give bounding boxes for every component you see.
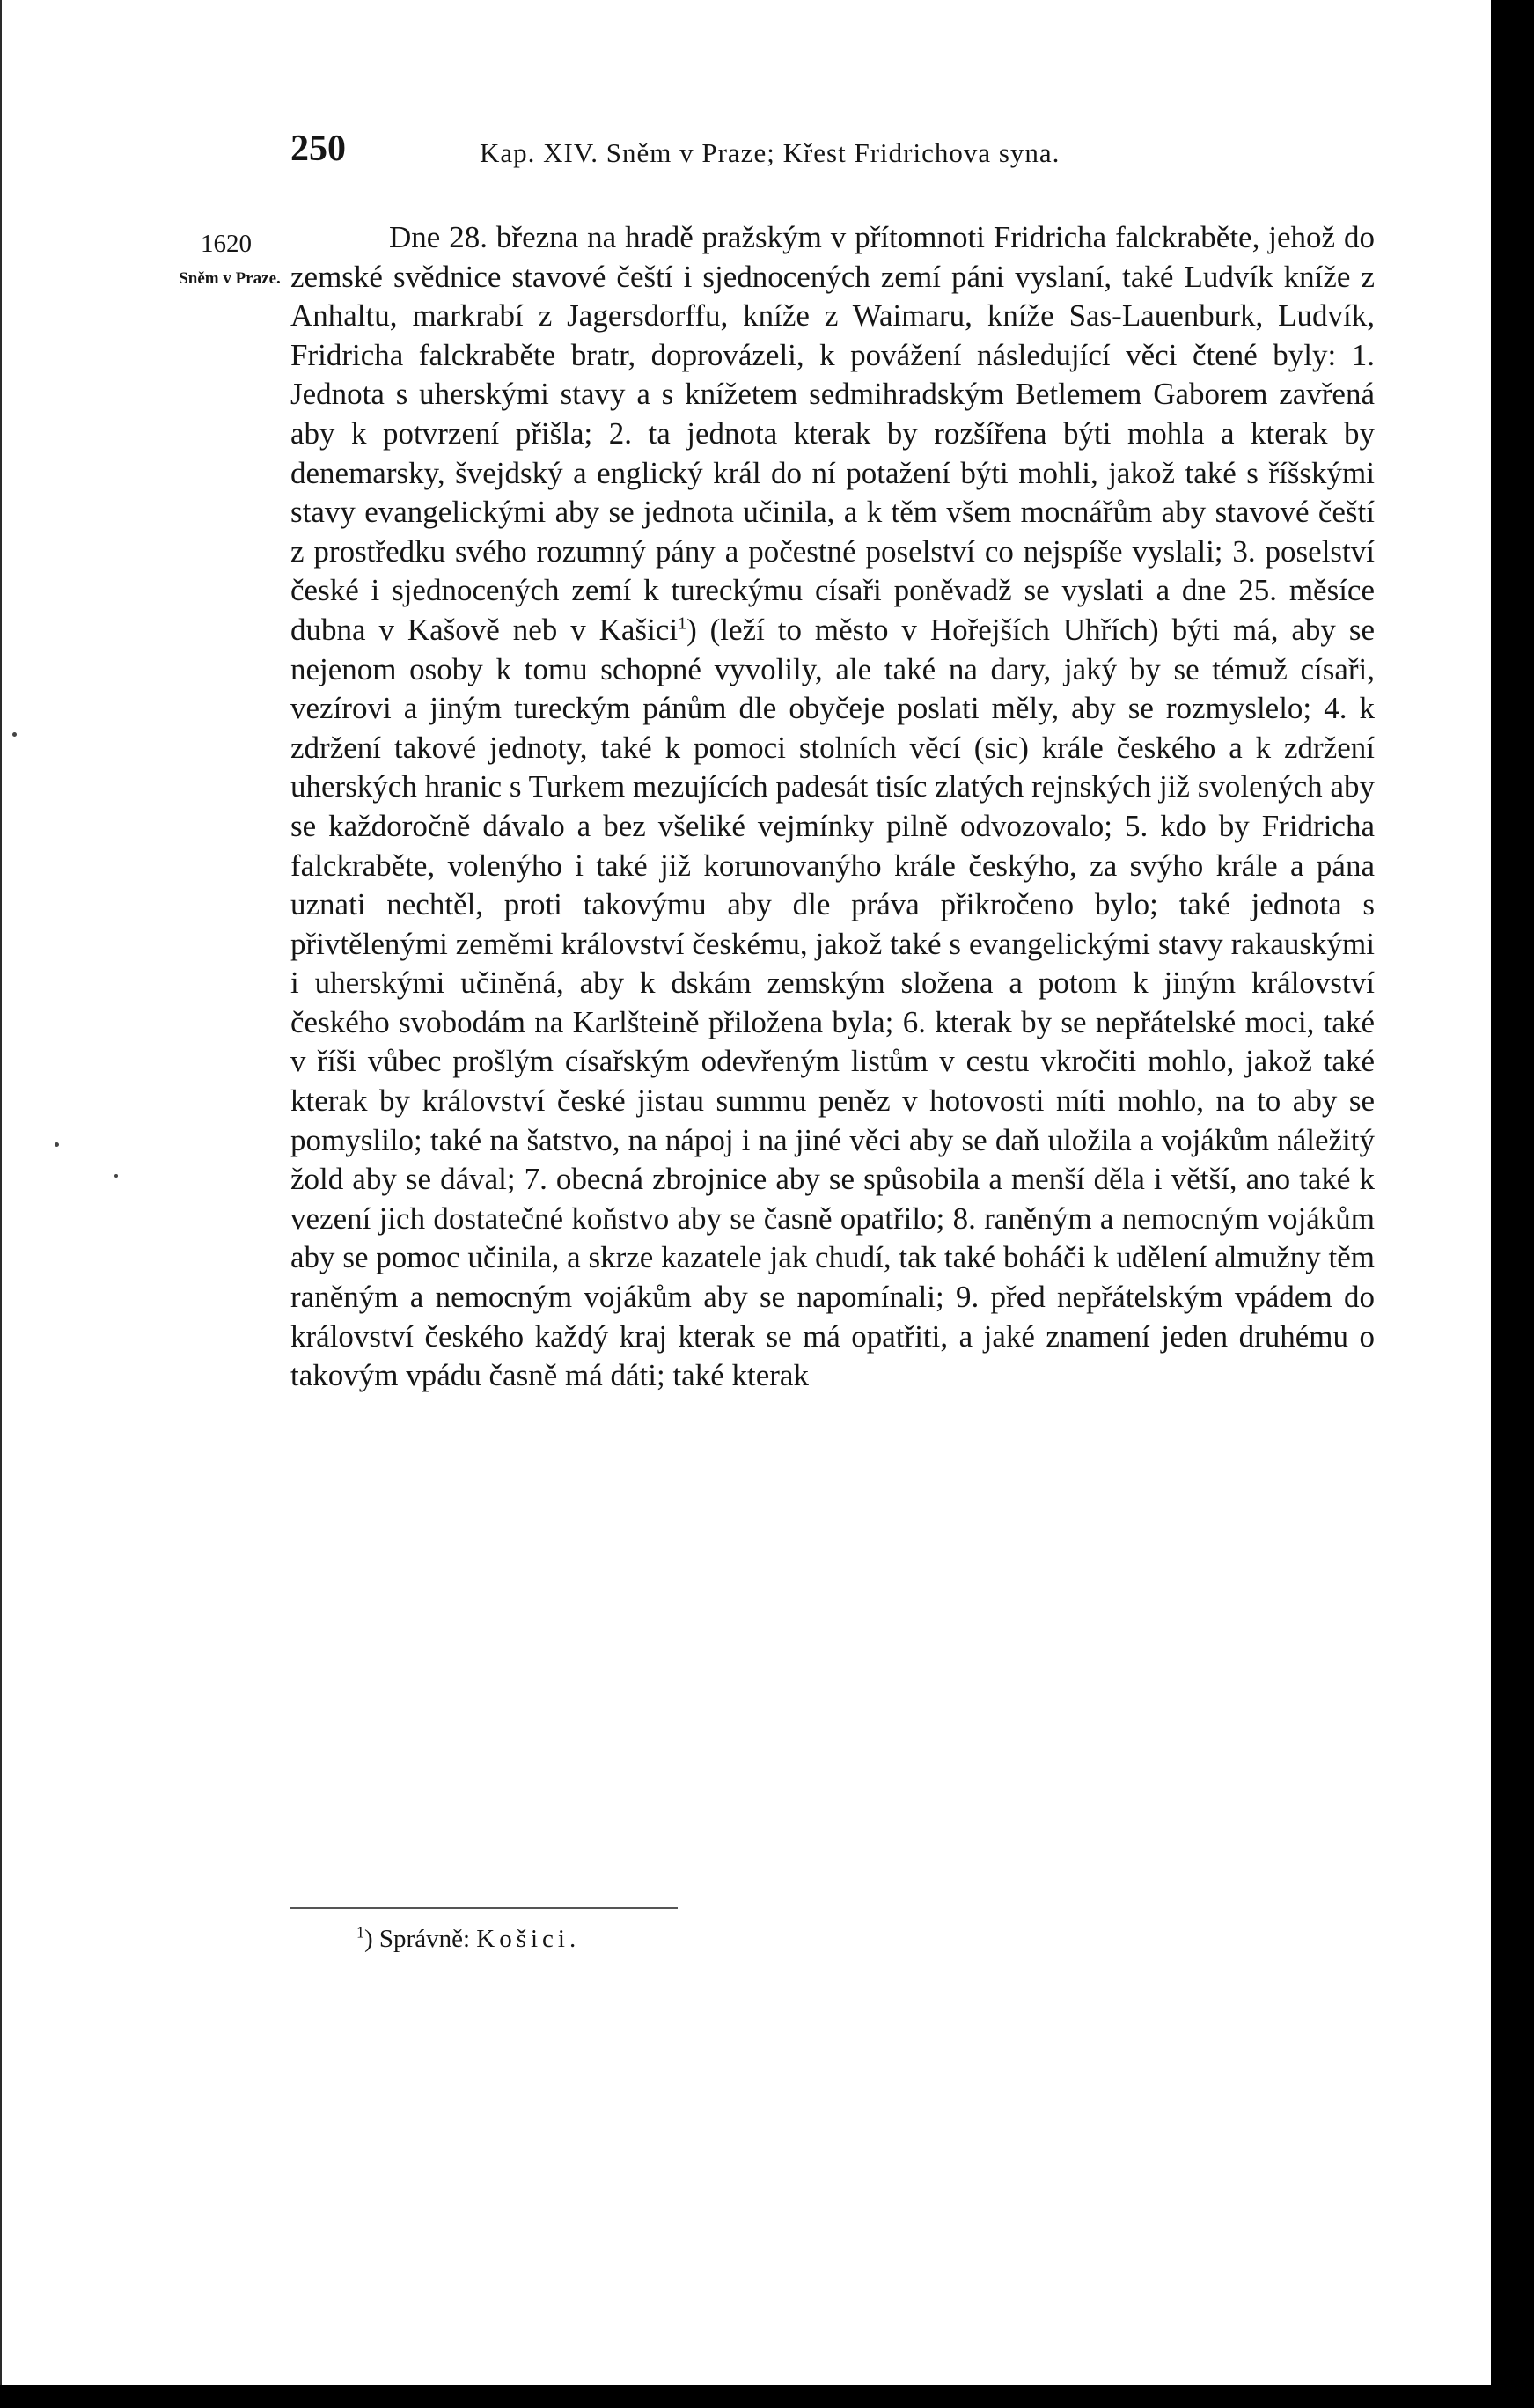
footnote-mark: 1 [356,1923,364,1942]
scan-border-bottom [0,2385,1534,2408]
footnote-label: Správně: [378,1925,471,1953]
margin-year: 1620 [201,230,252,258]
scan-border-left [0,0,2,2408]
running-title: Kap. XIV. Sněm v Praze; Křest Fridrichova syna. [480,137,1061,168]
footnote: $^1$) Správně: Košici. [356,1923,581,1953]
body-text-part-2: (leží to město v Hořejších Uhřích) býti má, aby se nejenom osoby k tomu schopné vyvolily, ale také na dary, jaký by se témuž císaři, vezírovi a jiným tureckým pánům dle obyčeje poslati měly, aby se rozmyslelo; 4. k zdržení takové jednoty, také k pomoci stolních věcí (sic) krále českého a k zdržení uherských hranic s Turkem mezujících padesát tisíc zlatých rejnských již svolených aby se každoročně dávalo a bez všeliké vejmínky pilně odvozovalo; 5. kdo by Fridricha falckraběte, volenýho i také již korunovanýho krále českýho, za svýho krále a pána uznati nechtěl, proti takovýmu aby dle práva přikročeno bylo; také jednota s přivtělenými zeměmi království českému, jakož také s evangelickými stavy rakauskými i uherskými učiněná, aby k dskám zemským složena a potom k jiným království českého svobodám na Karlšteině přiložena byla; 6. kterak by se nepřátelské moci, také v říši vůbec prošlým císařským odevřeným listům v cestu vkročiti mohlo, jakož také kterak by království české jistau summu peněz v hotovosti míti mohlo, na to aby se pomyslilo; také na šatstvo, na nápoj i na jiné věci aby se daň uložila a vojákům náležitý žold aby se dával; 7. obecná zbrojnice aby se spůsobila a menší děla i větší, ano také k vezení jich dostatečné koňstvo aby se časně opatřilo; 8. raněným a nemocným vojákům aby se pomoc učinila, a skrze kazatele jak chudí, tak také boháči k udělení almužny těm raněným a nemocným vojákům aby se napomínali; 9. před nepřátelským vpádem do království českého každý kraj kterak se má opatřiti, a jaké znamení jeden druhému o takovým vpádu časně má dáti; také kterak [290,612,1375,1393]
scan-speck [114,1174,118,1178]
scan-border-right [1491,0,1534,2408]
margin-note: Sněm v Praze. [179,269,281,288]
page-number: 250 [290,128,346,169]
scan-speck [12,732,17,737]
page-header [290,130,1382,183]
scan-speck [55,1142,59,1147]
body-paragraph: Dne 28. března na hradě pražským v přítomnoti Fridricha falckraběte, jehož do zemské svědnice stavové čeští i sjednocených zemí páni vyslaní, také Ludvík kníže z Anhaltu, markrabí z Jagersdorffu, kníže z Waimaru, kníže Sas-Lauenburk, Ludvík, Fridricha falckraběte bratr, doprovázeli, k povážení následující věci čtené byly: 1. Jednota s uherskými stavy a s knížetem sedmihradským Betlemem Gaborem zavřená aby k potvrzení přišla; 2. ta jednota kterak by rozšířena býti mohla a kterak by denemarsky, švejdský a englický král do ní potažení býti mohli, jakož také s říšskými stavy evangelickými aby se jednota učinila, a k těm všem mocnářům aby stavové čeští z prostředku svého rozumný pány a počestné poselství co nejspíše vyslali; 3. poselství české i sjednocených zemí k tureckýmu císaři poněvadž se vyslati a dne 25. měsíce dubna v Kašově neb v Kašici$^1$) (leží to město v Hořejších Uhřích) býti má, aby se nejenom osoby k tomu schopné vyvolily, ale také na dary, jaký by se témuž císaři, vezírovi a jiným tureckým pánům dle obyčeje poslati měly, aby se rozmyslelo; 4. k zdržení takové jednoty, také k pomoci stolních věcí (sic) krále českého a k zdržení uherských hranic s Turkem mezujících padesát tisíc zlatých rejnských již svolených aby se každoročně dávalo a bez všeliké vejmínky pilně odvozovalo; 5. kdo by Fridricha falckraběte, volenýho i také již korunovanýho krále českýho, za svýho krále a pána uznati nechtěl, proti takovýmu aby dle práva přikročeno bylo; také jednota s přivtělenými zeměmi království českému, jakož také s evangelickými stavy rakauskými i uherskými učiněná, aby k dskám zemským složena a potom k jiným království českého svobodám na Karlšteině přiložena byla; 6. kterak by se nepřátelské moci, také v říši vůbec prošlým císařským odevřeným listům v cestu vkročiti mohlo, jakož také kterak by království české jistau summu peněz v hotovosti míti mohlo, na to aby se pomyslilo; také na šatstvo, na nápoj i na jiné věci aby se daň uložila a vojákům náležitý žold aby se dával; 7. obecná zbrojnice aby se spůsobila a menší děla i větší, ano také k vezení jich dostatečné koňstvo aby se časně opatřilo; 8. raněným a nemocným vojákům aby se pomoc učinila, a skrze kazatele jak chudí, tak také boháči k udělení almužny těm raněným a nemocným vojákům aby se napomínali; 9. před nepřátelským vpádem do království českého každý kraj kterak se má opatřiti, a jaké znamení jeden druhému o takovým vpádu časně má dáti; také kterak [290,220,1375,1393]
footnote-divider [290,1907,678,1909]
body-text-part-1: Dne 28. března na hradě pražským v přítomnoti Fridricha falckraběte, jehož do zemské svědnice stavové čeští i sjednocených zemí páni vyslaní, také Ludvík kníže z Anhaltu, markrabí z Jagersdorffu, kníže z Waimaru, kníže Sas-Lauenburk, Ludvík, Fridricha falckraběte bratr, doprovázeli, k povážení následující věci čtené byly: 1. Jednota s uherskými stavy a s knížetem sedmihradským Betlemem Gaborem zavřená aby k potvrzení přišla; 2. ta jednota kterak by rozšířena býti mohla a kterak by denemarsky, švejdský a englický král do ní potažení býti mohli, jakož také s říšskými stavy evangelickými aby se jednota učinila, a k těm všem mocnářům aby stavové čeští z prostředku svého rozumný pány a počestné poselství co nejspíše vyslali; 3. poselství české i sjednocených zemí k tureckýmu císaři poněvadž se vyslati a dne 25. měsíce dubna v Kašově neb v Kašici [290,220,1375,647]
footnote-reference: 1 [678,613,687,634]
footnote-text: Košici. [476,1925,581,1953]
